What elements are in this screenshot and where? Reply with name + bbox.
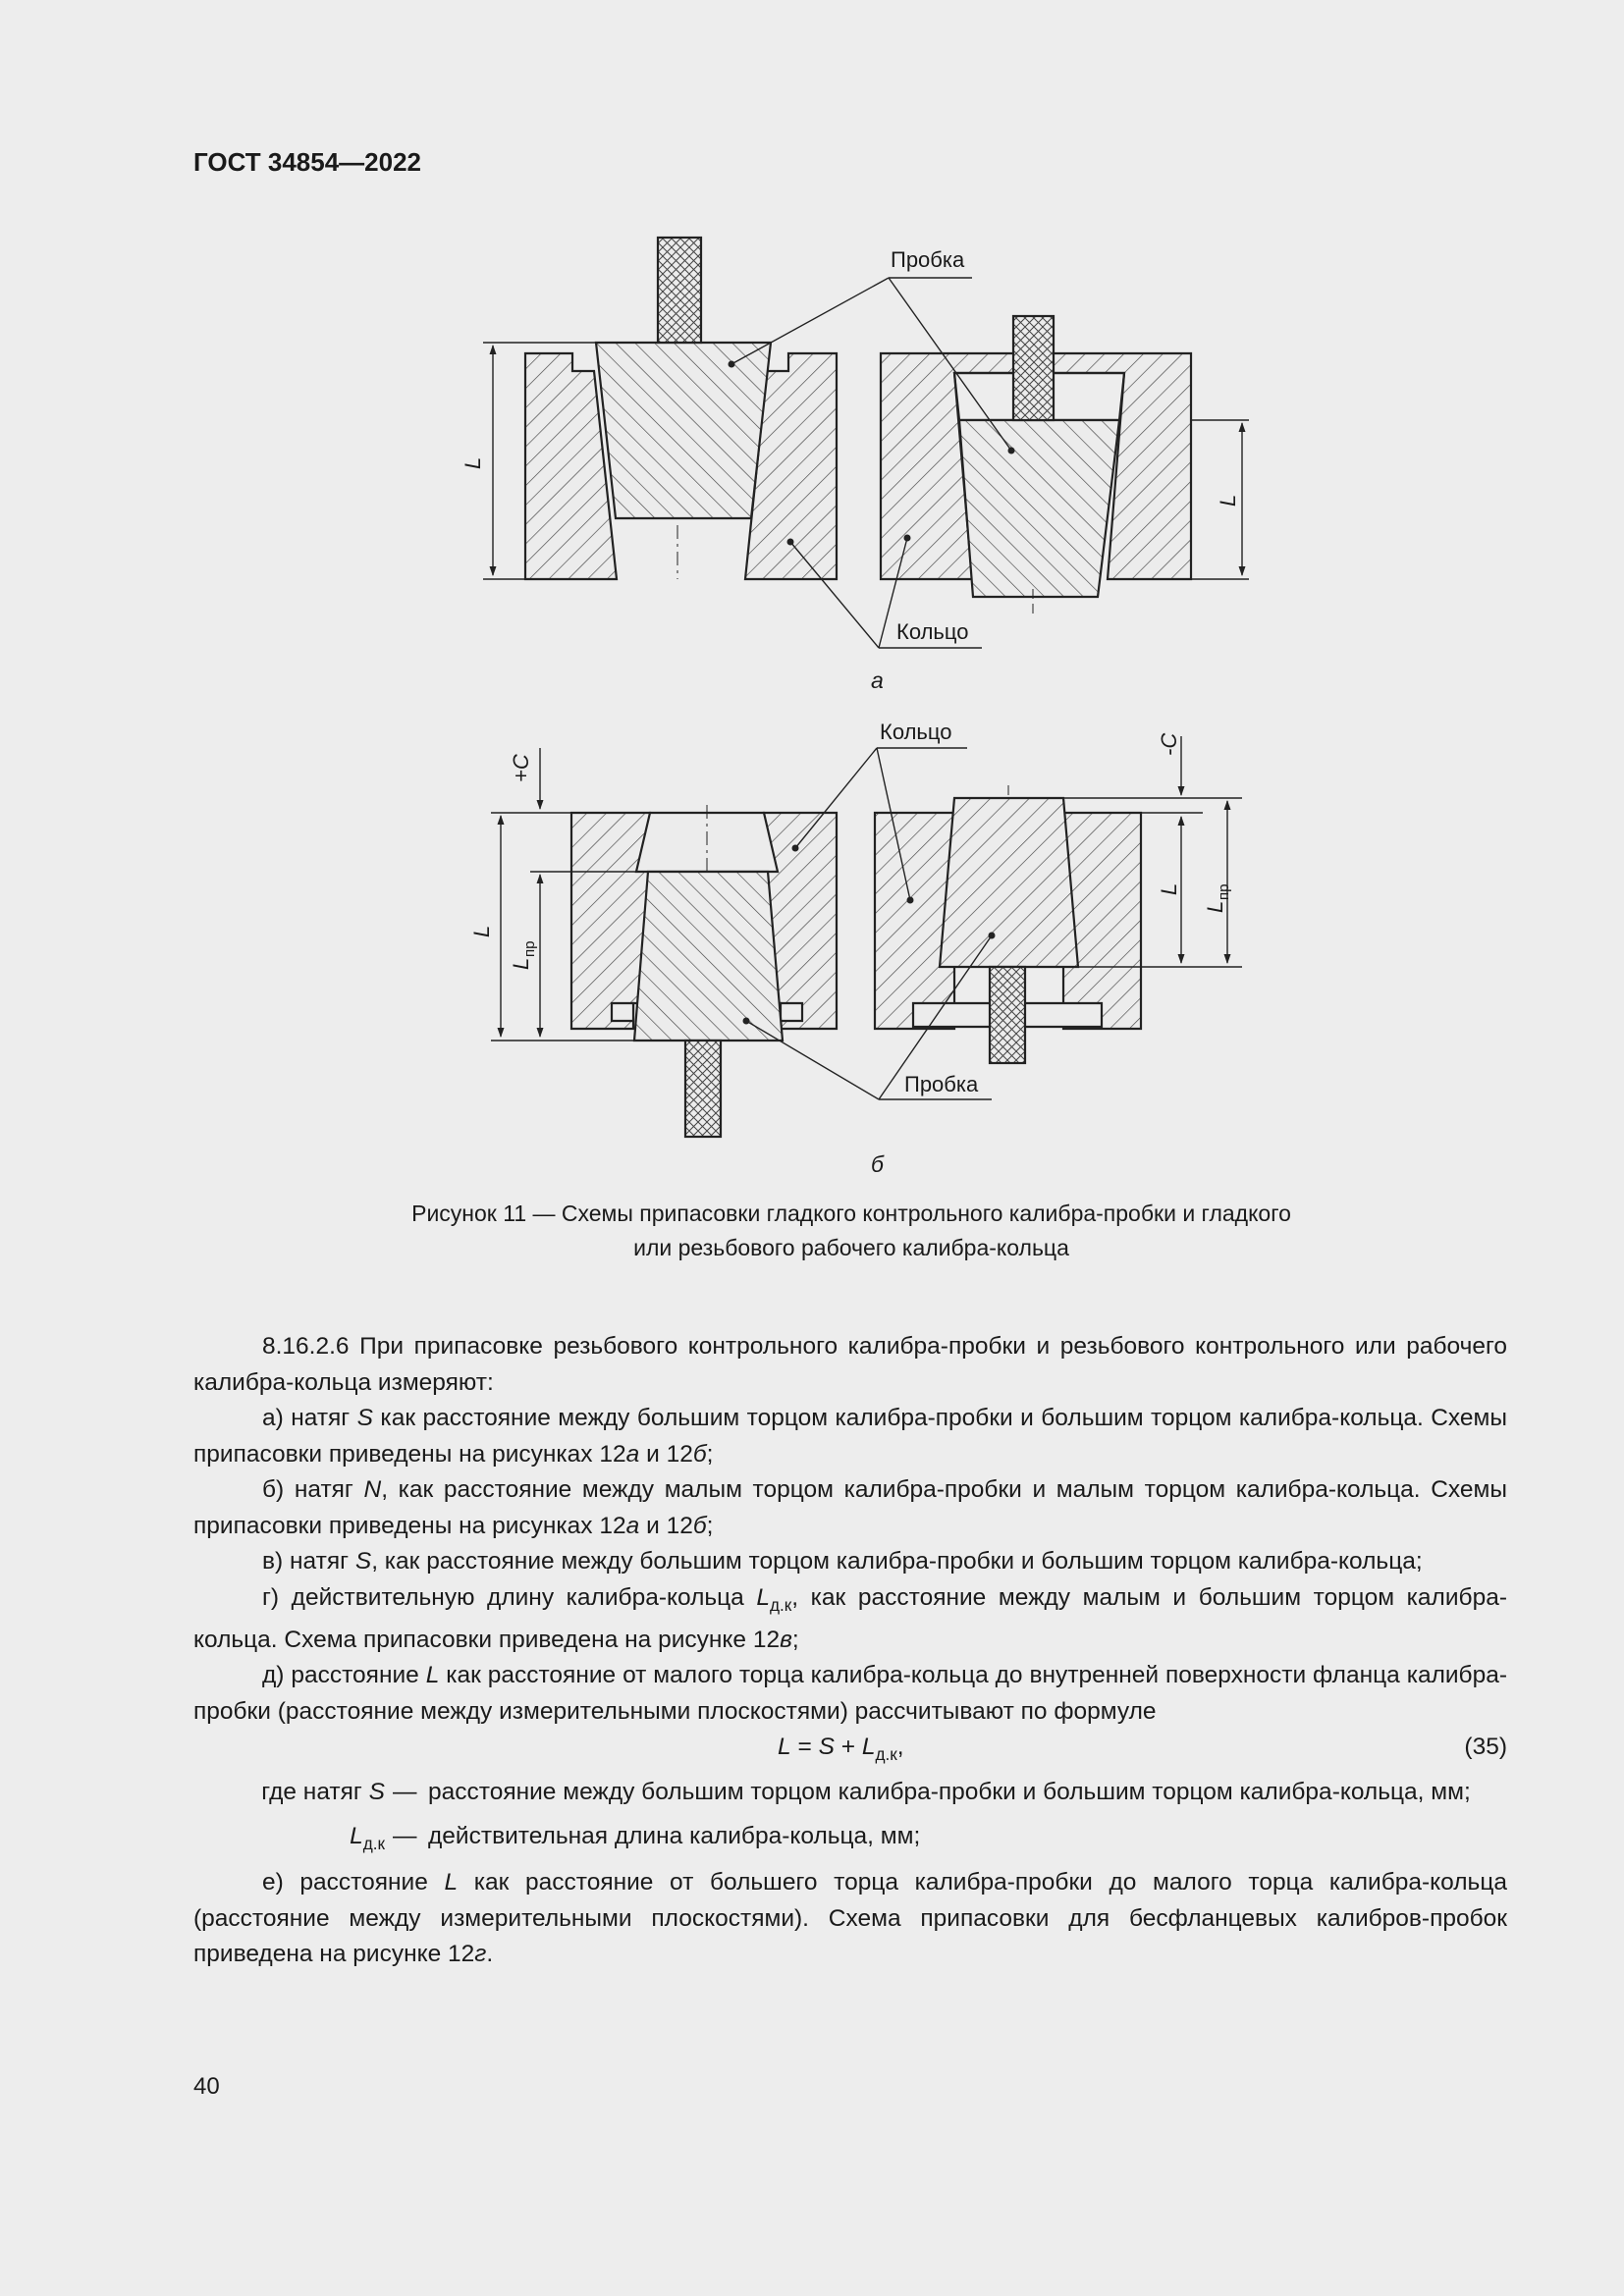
where-table — [193, 1775, 1507, 1861]
subfigure-label-a: а — [871, 667, 884, 693]
dim-L-a-left: L — [460, 456, 485, 469]
label-koltso-a: Кольцо — [896, 619, 969, 644]
scheme-a-left — [525, 238, 837, 579]
figure-caption — [295, 1197, 1408, 1265]
formula-expression: $L = S + L_{д.к}$, — [778, 1734, 904, 1765]
item-g: г) действительную длину калибра-кольца $L_{д.к}$, как расстояние между малым и большим торцом калибра-кольца. Схема припасовки приведена на рисунке 12в; — [193, 1583, 1507, 1653]
page-number: 40 — [193, 2073, 220, 2100]
paragraph-8-16-2-6: 8.16.2.6 При припасовке резьбового контрольного калибра-пробки и резьбового контрольного или рабочего калибра-кольца измеряют: — [193, 1333, 1507, 1396]
scheme-b-left — [571, 805, 837, 1137]
dim-minusC: -C — [1157, 732, 1181, 756]
dim-Lpr-b-right: L — [1203, 900, 1227, 913]
label-probka-b: Пробка — [904, 1072, 979, 1096]
label-koltso-b: Кольцо — [880, 720, 952, 744]
item-a: а) натяг S как расстояние между большим торцом калибра-пробки и большим торцом калибра-кольца. Схемы припасовки приведены на рисунках 12а и 12б; — [193, 1405, 1507, 1468]
item-b: б) натяг N, как расстояние между малым торцом калибра-пробки и малым торцом калибра-кольца. Схемы припасовки приведены на рисунках 12а и 12б; — [193, 1476, 1507, 1539]
dim-L-b-left: L — [469, 925, 494, 937]
document-header: ГОСТ 34854—2022 — [193, 147, 421, 177]
item-e: е) расстояние L как расстояние от большего торца калибра-пробки до малого торца калибра-кольца (расстояние между измерительными плоскостями). Схема припасовки для бесфланцевых калибров-пробок приведена на рисунке 12г. — [193, 1869, 1507, 1968]
scheme-a-right — [881, 316, 1191, 614]
label-probka-a: Пробка — [891, 247, 965, 272]
item-d: д) расстояние L как расстояние от малого торца калибра-кольца до внутренней поверхности фланца калибра-пробки (расстояние между измерительными плоскостями) рассчитывают по формуле — [193, 1662, 1507, 1725]
where-row-Ldk: $L_{д.к}$ — действительная длина калибра-кольца, мм; — [350, 1822, 921, 1853]
where-row-S: где натяг S — расстояние между большим торцом калибра-пробки и большим торцом калибра-кольца, мм; — [261, 1779, 1471, 1806]
subfigure-label-b: б — [871, 1151, 884, 1177]
dim-L-a-right: L — [1216, 494, 1240, 507]
item-v: в) натяг S, как расстояние между большим торцом калибра-пробки и большим торцом калибра-кольца; — [262, 1548, 1423, 1575]
body-text — [193, 1329, 1507, 1973]
formula-35 — [193, 1730, 1507, 1765]
dim-Lpr-sub-b-right: пр — [1216, 883, 1232, 900]
dim-Lpr-sub-b-left: пр — [521, 940, 538, 957]
caption-line-2: или резьбового рабочего калибра-кольца — [633, 1235, 1069, 1260]
scheme-b-right — [875, 785, 1141, 1063]
dim-plusC: +C — [509, 754, 533, 782]
dim-L-b-right: L — [1157, 882, 1181, 895]
dim-Lpr-b-left: L — [509, 957, 533, 970]
formula-number: (35) — [1464, 1734, 1507, 1761]
caption-line-1: Рисунок 11 — Схемы припасовки гладкого контрольного калибра-пробки и гладкого — [411, 1201, 1291, 1226]
